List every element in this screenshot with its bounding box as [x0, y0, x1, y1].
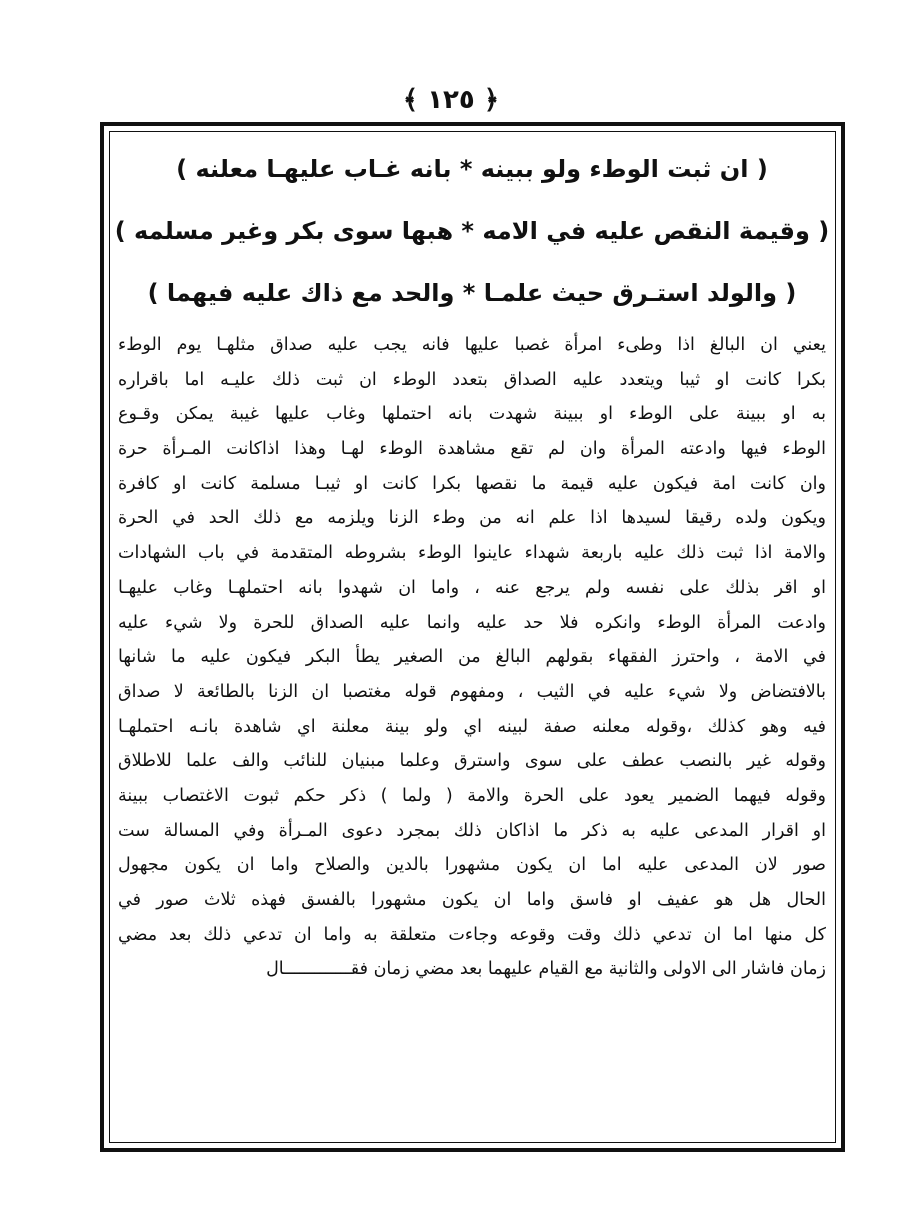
commentary-line: في الامة ، واحترز الفقهاء بقولهم البالغ من الصغير يطأ البكر فيكون عليه ما شانها — [118, 647, 826, 668]
commentary-block — [118, 328, 826, 987]
verse-block — [112, 138, 832, 324]
commentary-line: او اقرار المدعى عليه به ذكر ما اذاكان ذلك بمجرد دعوى المـرأة وفي المسالة ست — [118, 820, 826, 841]
commentary-line: وان كانت امة فيكون عليه قيمة ما نقصها بكرا كانت او ثيبـا مسلمة كانت او كافرة — [118, 473, 826, 494]
commentary-line: زمان فاشار الى الاولى والثانية مع القيام عليهما بعد مضي زمان فقـــــــــــــال — [266, 959, 826, 980]
commentary-line: الوطء فيها وادعته المرأة وان لم تقع مشاهدة الوطء لهـا وهذا اذاكانت المـرأة حرة — [118, 439, 826, 460]
commentary-line: وقوله فيهما الضمير يعود على الحرة والامة ( ولما ) ذكر حكم ثبوت الاغتصاب ببينة — [118, 785, 826, 806]
commentary-line: يعني ان البالغ اذا وطىء امرأة غصبا عليها فانه يجب عليه صداق مثلهـا يوم الوطء — [118, 335, 826, 355]
commentary-line: الحال هل هو عفيف او فاسق واما ان يكون مشهورا بالفسق فهذه ثلاث صور في — [118, 890, 826, 910]
commentary-line: بكرا كانت او ثيبا ويتعدد عليه الصداق بتعدد الوطء ان ثبت ذلك عليـه اما باقراره — [118, 369, 826, 390]
commentary-line: وادعت المرأة الوطء وانكره فلا حد عليه وانما عليه الصداق للحرة ولا شيء عليه — [118, 612, 826, 633]
commentary-line: فيه وهو كذلك ،وقوله معلنه صفة لبينه اي ولو بينة معلنة اي شاهدة بانـه احتملهـا — [118, 716, 826, 737]
verse-line: ( والولد استـرق حيث علمـا * والحد مع ذاك عليه فيهما ) — [147, 279, 797, 307]
commentary-line: صور لان المدعى عليه اما ان يكون مشهورا بالدين والصلاح واما ان يكون مجهول — [118, 855, 826, 876]
commentary-line: به او ببينة على الوطء او ببينة شهدت بانه احتملها وغاب عليها غيبة يمكن وقـوع — [118, 404, 826, 425]
commentary-line: او اقر بذلك على نفسه ولم يرجع عنه ، واما ان شهدوا بانه احتملهـا وغاب عليهـا — [118, 577, 826, 598]
commentary-line: بالافتضاض ولا شيء عليه في الثيب ، ومفهوم قوله مغتصبا ان الزنا بالطائعة لا صداق — [118, 681, 826, 702]
verse-line: ( وقيمة النقص عليه في الامه * هبها سوى بكر وغير مسلمه ) — [114, 217, 830, 245]
commentary-line: وقوله غير بالنصب عطف على سوى واسترق وعلما مبنيان للنائب والف علما للاطلاق — [118, 751, 826, 772]
page-number: ﴿ ١٢٥ ﴾ — [402, 85, 500, 115]
commentary-line: كل منها اما ان تدعي ذلك وقت وقوعه وجاءت متعلقة به واما ان تدعي ذلك بعد مضي — [118, 924, 826, 945]
commentary-line: والامة اذا ثبت ذلك عليه باربعة شهداء عاينوا الوطء بشروطه المتقدمة في باب الشهادات — [118, 543, 826, 564]
verse-line: ( ان ثبت الوطء ولو ببينه * بانه غـاب عليهـا معلنه ) — [176, 155, 768, 183]
commentary-line: ويكون ولده رقيقا لسيدها اذا علم انه من وطء الزنا ويلزمه مع ذلك الحد في الحرة — [118, 508, 826, 529]
